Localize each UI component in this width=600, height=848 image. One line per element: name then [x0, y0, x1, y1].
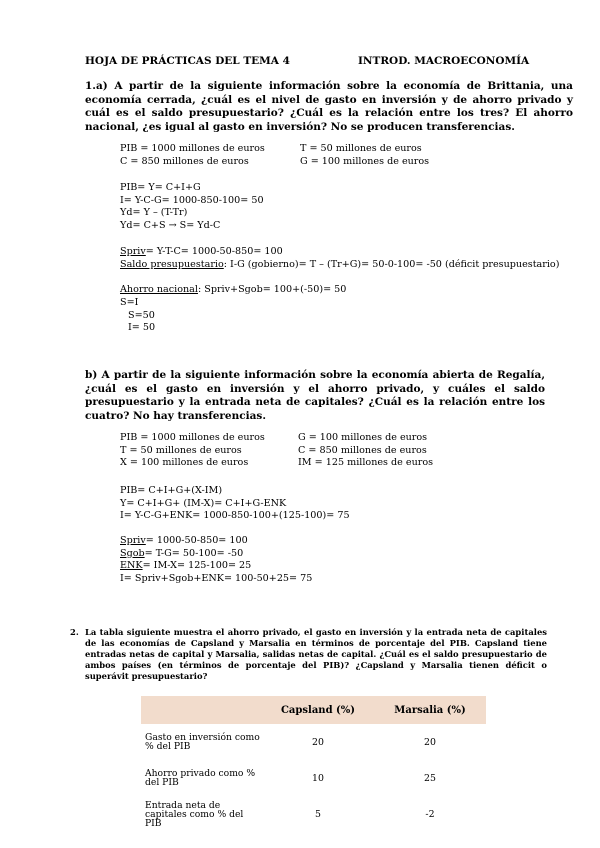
q1b-spriv-label: Spriv	[120, 535, 146, 546]
q1b-data-pib: PIB = 1000 millones de euros	[120, 432, 265, 443]
table-cell-marsalia: 25	[424, 772, 436, 784]
q2-number: 2.	[70, 627, 79, 637]
table-row	[141, 760, 486, 796]
q1a-data-g: G = 100 millones de euros	[300, 155, 430, 167]
table-row	[141, 796, 486, 832]
q1a-saldo-rest: : I-G (gobierno)= T – (Tr+G)= 50-0-100= -50 (déficit presupuestario)	[223, 259, 560, 270]
q1b-calc-line: Y= C+I+G+ (IM-X)= C+I+G-ENK	[120, 497, 287, 509]
q1b-sgob-rest: = T-G= 50-100= -50	[144, 547, 244, 559]
q2-table-header-capsland: Capsland (%)	[262, 696, 374, 724]
q1a-ahorro-line	[120, 284, 346, 297]
table-cell-marsalia: 20	[424, 736, 436, 748]
q1b-data-im: IM = 125 millones de euros	[298, 457, 434, 468]
table-row-label: Gasto en inversión como % del PIB	[145, 732, 260, 752]
q1a-si-block	[120, 297, 155, 335]
q1a-data-block	[120, 143, 450, 168]
q1a-calc-line: I= Y-C-G= 1000-850-100= 50	[120, 194, 264, 206]
q1b-last-line: I= Spriv+Sgob+ENK= 100-50+25= 75	[120, 572, 313, 584]
question-2: La tabla siguiente muestra el ahorro privado, el gasto en inversión y la entrada neta de capitales de las economías de Capsland y Marsalia en términos de porcentaje del PIB. Capsland tiene entradas netas de capital y Marsalia, salidas netas de capital. ¿Cuál es el saldo presupuestario de ambos países (en términos de porcentaje del PIB)? ¿Capsland y Marsalia tienen déficit o superávit presupuestario?	[85, 627, 547, 681]
q1b-sgob-line	[120, 548, 312, 561]
q1a-calc-block	[120, 182, 264, 232]
q1b-calc-block	[120, 485, 350, 523]
q2-table-header-empty	[141, 696, 262, 724]
table-cell-capsland: 10	[312, 772, 324, 784]
q1b-sgob-label: Sgob	[120, 547, 145, 559]
q1b-data-g: G = 100 millones de euros	[298, 432, 428, 443]
q1a-spriv-rest: = Y-T-C= 1000-50-850= 100	[145, 246, 283, 257]
q1b-enk-label: ENK	[120, 560, 143, 571]
q1a-data-c: C = 850 millones de euros	[120, 155, 249, 167]
q1b-calc-line: I= Y-C-G+ENK= 1000-850-100+(125-100)= 75	[120, 510, 350, 521]
q1b-spriv-rest: = 1000-50-850= 100	[145, 535, 248, 546]
q1a-spriv-line	[120, 246, 283, 259]
q1a-calc-line: Yd= C+S → S= Yd-C	[120, 219, 221, 231]
table-cell-capsland: 5	[315, 808, 321, 820]
q1a-data-pib: PIB = 1000 millones de euros	[120, 143, 265, 154]
q2-table-header-marsalia: Marsalia (%)	[374, 696, 486, 724]
q1a-ahorro-rest: : Spriv+Sgob= 100+(-50)= 50	[197, 284, 347, 295]
q2-table	[141, 696, 486, 832]
question-1b: b) A partir de la siguiente información sobre la economía abierta de Regalía, ¿cuál es el gasto en inversión y el ahorro privado, y cuáles el saldo presupuestario y la entrada neta de capitales? ¿Cuál es la relación entre los cuatro? No hay transferencias.	[85, 369, 545, 422]
q1a-s-line: S=50	[128, 309, 155, 321]
q1a-calc-line: PIB= Y= C+I+G	[120, 182, 201, 193]
table-row-label: Ahorro privado como % del PIB	[145, 768, 256, 788]
q1b-spriv-line	[120, 535, 312, 548]
q1b-enk-line	[120, 560, 312, 573]
q1b-data-t: T = 50 millones de euros	[120, 444, 242, 456]
q1b-result-block	[120, 535, 312, 585]
table-cell-marsalia: -2	[425, 808, 435, 820]
q2-table-header-row	[141, 696, 486, 724]
q1a-data-t: T = 50 millones de euros	[300, 143, 422, 154]
table-row	[141, 724, 486, 760]
q1a-i-line: I= 50	[128, 322, 156, 333]
q1a-saldo-label: Saldo presupuestario	[120, 259, 224, 270]
header-right: INTROD. MACROECONOMÍA	[358, 55, 530, 67]
q1a-calc-line: Yd= Y – (T-Tr)	[120, 207, 188, 218]
table-row-label: Entrada neta de capitales como % del PIB	[145, 799, 244, 829]
table-cell-capsland: 20	[312, 736, 324, 748]
q1b-calc-line: PIB= C+I+G+(X-IM)	[120, 485, 223, 496]
q1a-spriv-label: Spriv	[120, 246, 146, 257]
q1a-ahorro-label: Ahorro nacional	[120, 284, 198, 295]
q1a-si-line: S=I	[120, 297, 139, 308]
question-1a: 1.a) A partir de la siguiente información sobre la economía de Brittania, una economía cerrada, ¿cuál es el nivel de gasto en inversión y de ahorro privado y cuál es el saldo presupuestario? ¿Cuál es la relación entre los tres? El ahorro nacional, ¿es igual al gasto en inversión? No se producen transferencias.	[85, 80, 573, 133]
q1b-data-block	[120, 432, 450, 470]
q1b-data-c: C = 850 millones de euros	[298, 444, 427, 456]
header-left: HOJA DE PRÁCTICAS DEL TEMA 4	[85, 55, 290, 67]
q1b-data-x: X = 100 millones de euros	[120, 457, 249, 468]
q1b-enk-rest: = IM-X= 125-100= 25	[142, 560, 252, 571]
q1a-saldo-line	[120, 259, 559, 272]
